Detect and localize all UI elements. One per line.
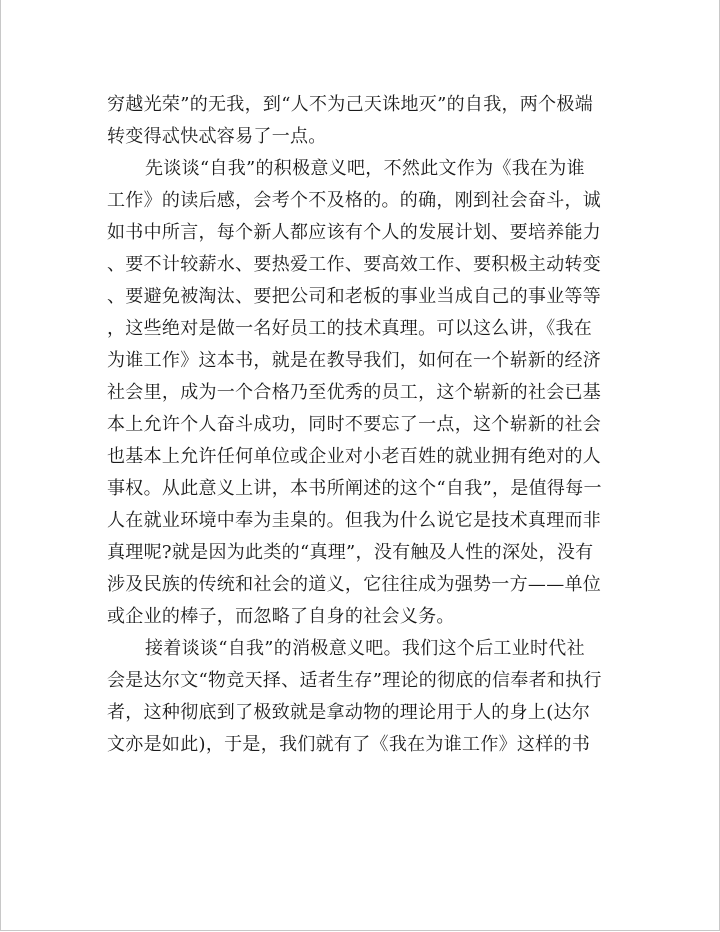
text-line: 文亦是如此)，于是，我们就有了《我在为谁工作》这样的书 xyxy=(107,734,591,755)
text-line: 为谁工作》这本书，就是在教导我们，如何在一个崭新的经济 xyxy=(107,350,602,371)
text-line: 会是达尔文“物竞天择、适者生存”理论的彻底的信奉者和执行 xyxy=(107,670,602,691)
text-line: 社会里，成为一个合格乃至优秀的员工，这个崭新的社会已基 xyxy=(107,382,602,403)
text-line: 、要不计较薪水、要热爱工作、要高效工作、要积极主动转变 xyxy=(107,254,602,275)
text-line: 真理呢?就是因为此类的“真理”，没有触及人性的深处，没有 xyxy=(107,542,594,563)
text-line: 也基本上允许任何单位或企业对小老百姓的就业拥有绝对的人 xyxy=(107,446,602,467)
text-line: 人在就业环境中奉为圭臬的。但我为什么说它是技术真理而非 xyxy=(107,510,602,531)
text-line: 事权。从此意义上讲，本书所阐述的这个“自我”，是值得每一 xyxy=(107,478,602,499)
text-line: 本上允许个人奋斗成功，同时不要忘了一点，这个崭新的社会 xyxy=(107,414,602,435)
text-line: 、要避免被淘汰、要把公司和老板的事业当成自己的事业等等 xyxy=(107,286,602,307)
text-line: 或企业的棒子，而忽略了自身的社会义务。 xyxy=(107,606,455,627)
body-text xyxy=(107,89,627,761)
text-line: 者，这种彻底到了极致就是拿动物的理论用于人的身上(达尔 xyxy=(107,702,591,723)
paragraph-start-line: 先谈谈“自我”的积极意义吧，不然此文作为《我在为谁 xyxy=(145,158,585,179)
text-line: 转变得忒快忒容易了一点。 xyxy=(107,126,327,147)
text-line: ，这些绝对是做一名好员工的技术真理。可以这么讲，《我在 xyxy=(107,318,593,339)
text-line: 涉及民族的传统和社会的道义，它往往成为强势一方——单位 xyxy=(107,574,602,595)
text-line: 如书中所言，每个新人都应该有个人的发展计划、要培养能力 xyxy=(107,222,602,243)
text-line: 穷越光荣”的无我，到“人不为己天诛地灭”的自我，两个极端 xyxy=(107,94,594,115)
text-line: 工作》的读后感，会考个不及格的。的确，刚到社会奋斗，诚 xyxy=(107,190,602,211)
paragraph-start-line: 接着谈谈“自我”的消极意义吧。我们这个后工业时代社 xyxy=(145,638,585,659)
